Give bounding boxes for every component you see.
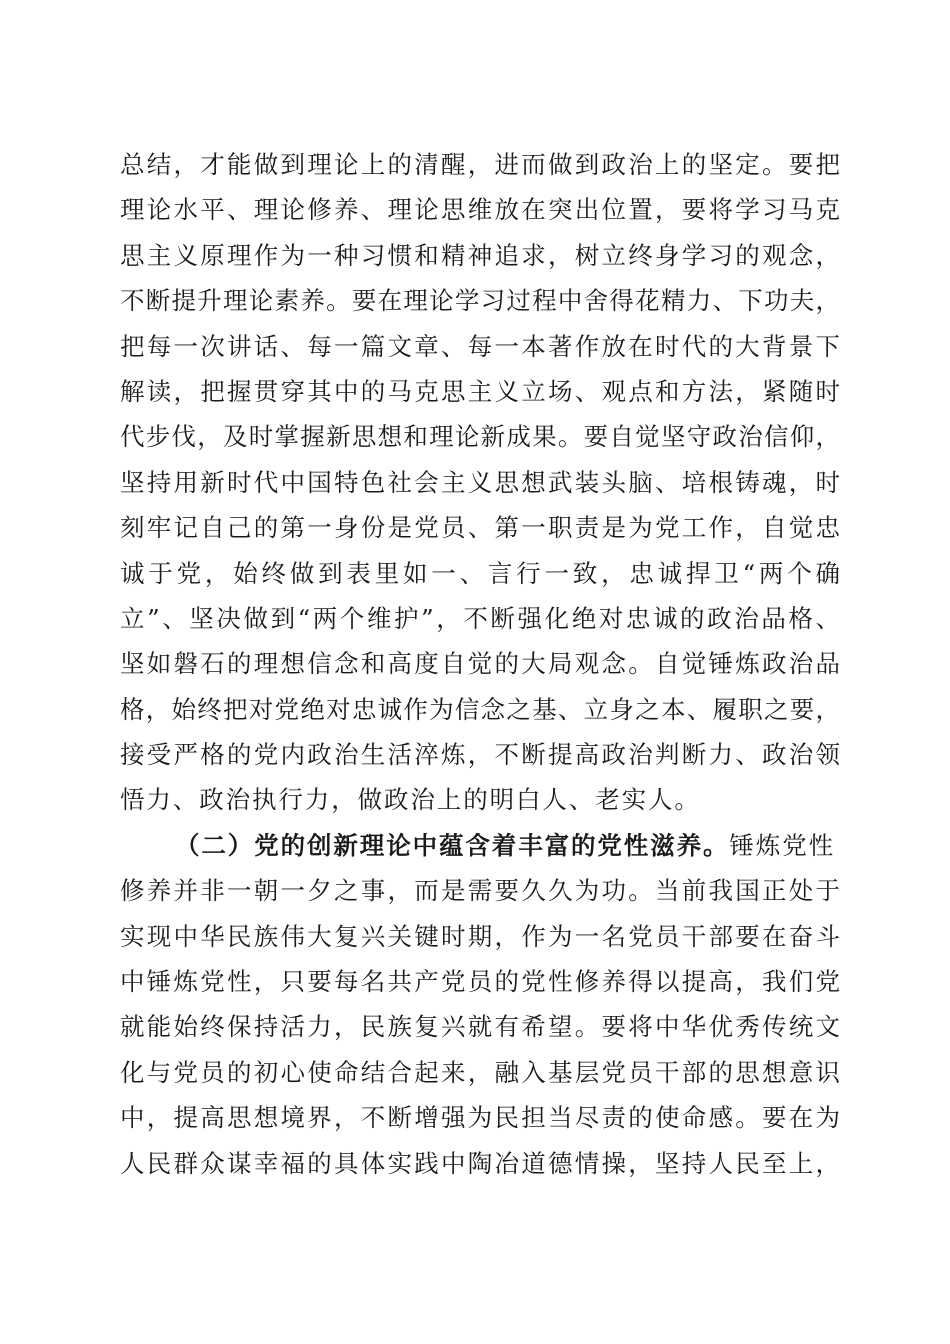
text-line: 坚如磐石的理想信念和高度自觉的大局观念。自觉锤炼政治品 — [120, 649, 840, 679]
text-line: 理论水平、理论修养、理论思维放在突出位置，要将学习马克 — [120, 195, 840, 225]
text-line: 把每一次讲话、每一篇文章、每一本著作放在时代的大背景下 — [120, 331, 840, 361]
text-line: 修养并非一朝一夕之事，而是需要久久为功。当前我国正处于 — [120, 876, 840, 906]
text-line: 思主义原理作为一种习惯和精神追求，树立终身学习的观念， — [120, 240, 840, 270]
text-line: 不断提升理论素养。要在理论学习过程中舍得花精力、下功夫， — [120, 286, 840, 316]
text-line: 化与党员的初心使命结合起来，融入基层党员干部的思想意识 — [120, 1057, 840, 1087]
text-line: 立”、坚决做到“两个维护”，不断强化绝对忠诚的政治品格、 — [120, 603, 840, 633]
body-text — [120, 142, 840, 1186]
text-line: 就能始终保持活力，民族复兴就有希望。要将中华优秀传统文 — [120, 1012, 840, 1042]
text-line: 格，始终把对党绝对忠诚作为信念之基、立身之本、履职之要， — [120, 694, 840, 724]
text-line: 实现中华民族伟大复兴关键时期，作为一名党员干部要在奋斗 — [120, 921, 840, 951]
text-line: 总结，才能做到理论上的清醒，进而做到政治上的坚定。要把 — [120, 150, 840, 179]
text-line: 坚持用新时代中国特色社会主义思想武装头脑、培根铸魂，时 — [120, 467, 840, 497]
text-line: 接受严格的党内政治生活淬炼，不断提高政治判断力、政治领 — [120, 740, 840, 770]
text-line-paragraph-end: 悟力、政治执行力，做政治上的明白人、老实人。 — [120, 785, 701, 815]
text-line: 诚于党，始终做到表里如一、言行一致，忠诚捍卫“两个确 — [120, 558, 840, 588]
text-line: 代步伐，及时掌握新思想和理论新成果。要自觉坚守政治信仰， — [120, 422, 840, 452]
section-heading: （二）党的创新理论中蕴含着丰富的党性滋养。 — [175, 830, 730, 860]
section-heading-continuation: 锤炼党性 — [729, 830, 836, 860]
text-line: 解读，把握贯穿其中的马克思主义立场、观点和方法，紧随时 — [120, 376, 840, 406]
text-line: 刻牢记自己的第一身份是党员、第一职责是为党工作，自觉忠 — [120, 513, 840, 543]
text-line: 中，提高思想境界，不断增强为民担当尽责的使命感。要在为 — [120, 1103, 840, 1133]
section-first-line — [120, 823, 840, 868]
text-line: 中锤炼党性，只要每名共产党员的党性修养得以提高，我们党 — [120, 967, 840, 997]
text-line: 人民群众谋幸福的具体实践中陶冶道德情操，坚持人民至上， — [120, 1148, 840, 1178]
